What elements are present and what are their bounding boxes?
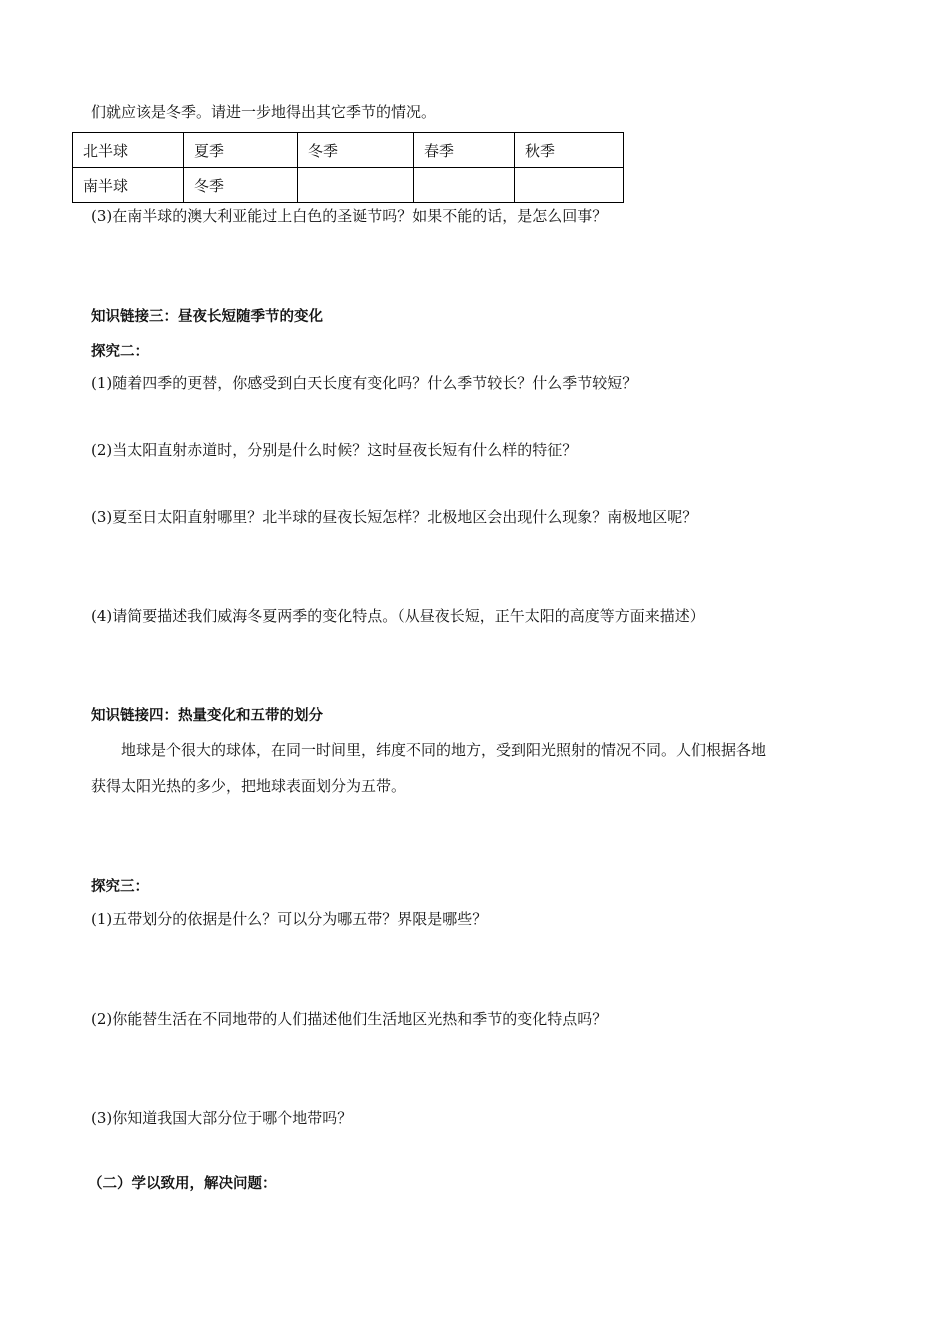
section3-question-1: (1)随着四季的更替，你感受到白天长度有变化吗？什么季节较长？什么季节较短？ xyxy=(91,374,638,392)
section3-question-3: (3)夏至日太阳直射哪里？北半球的昼夜长短怎样？北极地区会出现什么现象？南极地区呢？ xyxy=(91,508,698,526)
table-cell-blank xyxy=(414,168,515,203)
section4-question-1: (1)五带划分的依据是什么？可以分为哪五带？界限是哪些？ xyxy=(91,910,488,928)
section4-question-3: (3)你知道我国大部分位于哪个地带吗？ xyxy=(91,1109,353,1127)
section3-question-4: (4)请简要描述我们威海冬夏两季的变化特点。（从昼夜长短，正午太阳的高度等方面来描述） xyxy=(91,607,705,625)
table-cell: 春季 xyxy=(414,133,515,168)
table-row xyxy=(73,133,624,168)
table-cell-blank xyxy=(515,168,624,203)
section4-question-2: (2)你能替生活在不同地带的人们描述他们生活地区光热和季节的变化特点吗？ xyxy=(91,1010,608,1028)
table-row xyxy=(73,168,624,203)
section4-subheading: 探究三： xyxy=(91,879,149,895)
table-cell: 南半球 xyxy=(73,168,184,203)
table-cell: 秋季 xyxy=(515,133,624,168)
part2-heading: （二）学以致用，解决问题： xyxy=(88,1176,277,1192)
section4-paragraph-line2: 获得太阳光热的多少，把地球表面划分为五带。 xyxy=(91,777,407,795)
section4-paragraph-line1: 地球是个很大的球体，在同一时间里，纬度不同的地方，受到阳光照射的情况不同。人们根据各地 xyxy=(121,741,767,759)
table-cell: 夏季 xyxy=(184,133,298,168)
table-cell-blank xyxy=(298,168,414,203)
intro-text: 们就应该是冬季。请进一步地得出其它季节的情况。 xyxy=(91,103,437,121)
section3-question-2: (2)当太阳直射赤道时，分别是什么时候？这时昼夜长短有什么样的特征？ xyxy=(91,441,578,459)
table-cell: 冬季 xyxy=(298,133,414,168)
question-australia: (3)在南半球的澳大利亚能过上白色的圣诞节吗？如果不能的话，是怎么回事？ xyxy=(91,207,608,225)
table-cell: 北半球 xyxy=(73,133,184,168)
section4-heading: 知识链接四：热量变化和五带的划分 xyxy=(91,708,323,724)
table-cell: 冬季 xyxy=(184,168,298,203)
section3-subheading: 探究二： xyxy=(91,344,149,360)
season-table xyxy=(72,132,624,203)
section3-heading: 知识链接三：昼夜长短随季节的变化 xyxy=(91,309,323,325)
